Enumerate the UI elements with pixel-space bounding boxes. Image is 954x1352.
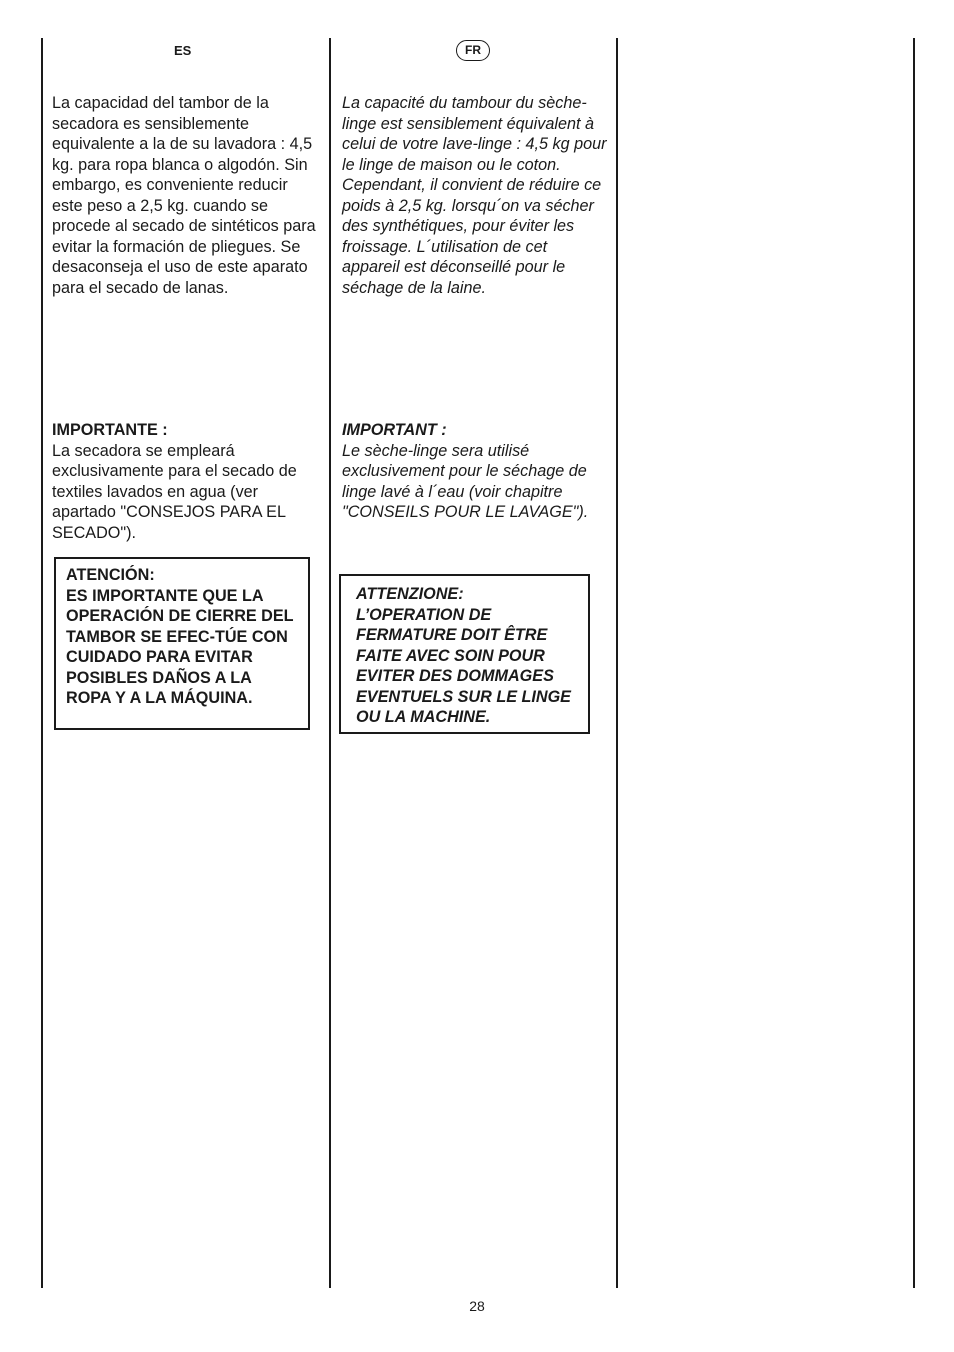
- column-divider-middle-left: [329, 38, 331, 1288]
- es-capacity-text: La capacidad del tambor de la secadora es sensiblemente equivalente a la de su lavadora : 4,5 kg. para ropa blanca o algodón. Sin embargo, es conveniente reducir este peso a 2,5 kg. cuando se procede al secado de sintéticos para evitar la formación de pliegues. Se desaconseja el uso de este aparato para el secado de lanas.: [52, 94, 316, 297]
- page-number: 28: [469, 1298, 485, 1314]
- fr-important-text: Le sèche-linge sera utilisé exclusivement pour le séchage de linge lavé à l´eau (voir chapitre "CONSEILS POUR LE LAVAGE").: [342, 441, 589, 521]
- column-divider-middle-right: [616, 38, 618, 1288]
- es-intro-paragraph: [52, 93, 322, 298]
- es-warning-box: [54, 557, 310, 730]
- fr-warning-box: [339, 574, 590, 734]
- column-divider-left: [41, 38, 43, 1288]
- es-important-text: La secadora se empleará exclusivamente para el secado de textiles lavados en agua (ver apartado "CONSEJOS PARA EL SECADO").: [52, 441, 297, 542]
- fr-intro-paragraph: [342, 93, 607, 298]
- fr-important-section: [342, 420, 607, 523]
- language-label-es: ES: [174, 43, 192, 58]
- es-warning-title: ATENCIÓN:: [66, 566, 155, 584]
- column-divider-right: [913, 38, 915, 1288]
- fr-warning-title: ATTENZIONE:: [356, 585, 464, 603]
- es-warning-text: ES IMPORTANTE QUE LA OPERACIÓN DE CIERRE DEL TAMBOR SE EFEC-TÚE CON CUIDADO PARA EVITAR POSIBLES DAÑOS A LA ROPA Y A LA MÁQUINA.: [66, 586, 294, 707]
- fr-important-heading: IMPORTANT :: [342, 421, 447, 439]
- es-important-section: [52, 420, 322, 543]
- fr-capacity-text: La capacité du tambour du sèche-linge est sensiblement équivalent à celui de votre lave-linge : 4,5 kg pour le linge de maison ou le coton. Cependant, il convient de réduire ce poids à 2,5 kg. lorsqu´on va sécher des synthétiques, pour éviter les froissage. L´utilisation de cet appareil est déconseillé pour le séchage de la laine.: [342, 94, 607, 297]
- fr-warning-text: L’OPERATION DE FERMATURE DOIT ÊTRE FAITE AVEC SOIN POUR EVITER DES DOMMAGES EVENTUELS SUR LE LINGE OU LA MACHINE.: [356, 605, 571, 726]
- language-badge-fr: FR: [456, 40, 490, 61]
- es-important-heading: IMPORTANTE :: [52, 421, 168, 439]
